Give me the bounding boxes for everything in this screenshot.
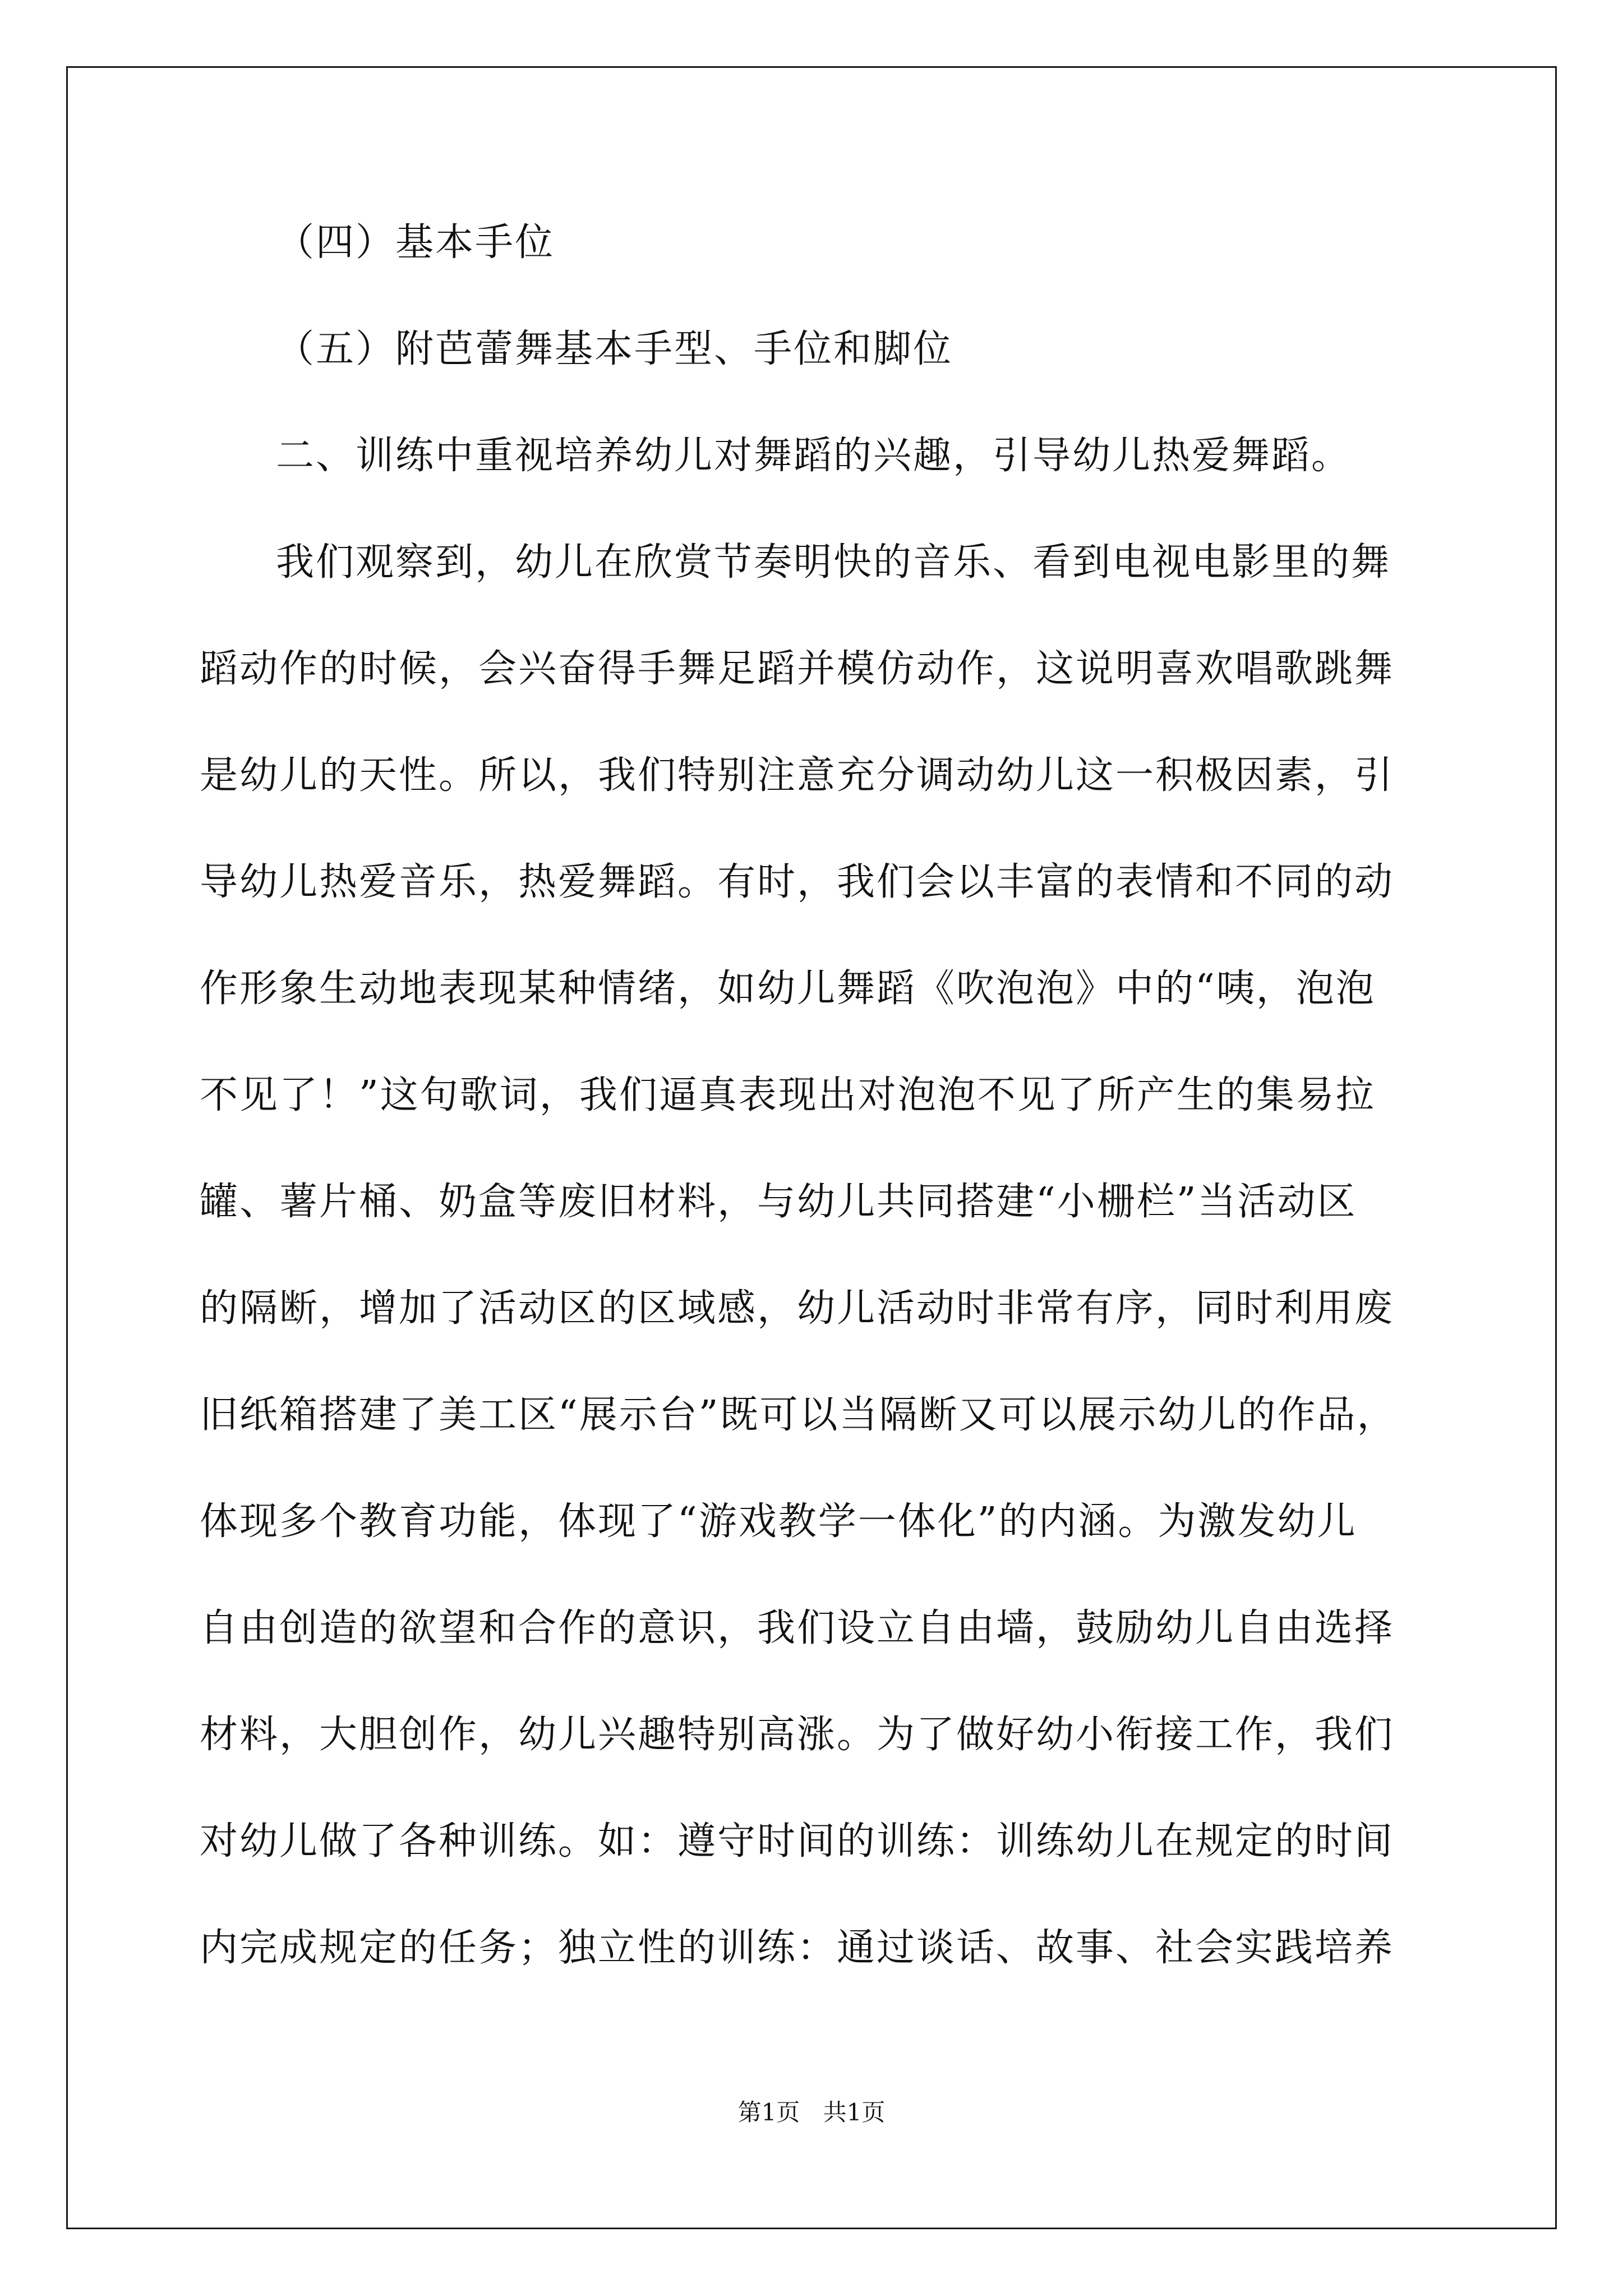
body-line: 旧纸箱搭建了美工区“展示台”既可以当隔断又可以展示幼儿的作品， [200,1393,1397,1437]
document-body [200,216,1433,2028]
page-footer [0,2097,1623,2128]
page-total: 共1页 [823,2099,886,2126]
heading-4: （四）基本手位 [276,220,555,265]
heading-5: （五）附芭蕾舞基本手型、手位和脚位 [276,327,953,371]
body-line: 内完成规定的任务；独立性的训练：通过谈话、故事、社会实践培养 [200,1926,1395,1970]
body-line: 我们观察到，幼儿在欣赏节奏明快的音乐、看到电视电影里的舞 [276,540,1391,585]
section-heading-2: 二、训练中重视培养幼儿对舞蹈的兴趣，引导幼儿热爱舞蹈。 [276,434,1352,478]
body-line: 对幼儿做了各种训练。如：遵守时间的训练：训练幼儿在规定的时间 [200,1819,1395,1864]
page-number: 第1页 [737,2099,800,2126]
body-line: 不见了！”这句歌词，我们逼真表现出对泡泡不见了所产生的集易拉 [200,1073,1376,1117]
body-line: 的隔断，增加了活动区的区域感，幼儿活动时非常有序，同时利用废 [200,1286,1395,1331]
body-line: 蹈动作的时候，会兴奋得手舞足蹈并模仿动作，这说明喜欢唱歌跳舞 [200,647,1395,691]
body-line: 自由创造的欲望和合作的意识，我们设立自由墙，鼓励幼儿自由选择 [200,1606,1395,1650]
body-line: 导幼儿热爱音乐，热爱舞蹈。有时，我们会以丰富的表情和不同的动 [200,860,1395,904]
body-line: 是幼儿的天性。所以，我们特别注意充分调动幼儿这一积极因素，引 [200,753,1395,798]
body-line: 作形象生动地表现某种情绪，如幼儿舞蹈《吹泡泡》中的“咦，泡泡 [200,967,1376,1011]
body-line: 罐、薯片桶、奶盒等废旧材料，与幼儿共同搭建“小栅栏”当活动区 [200,1180,1357,1224]
body-line: 体现多个教育功能，体现了“游戏教学一体化”的内涵。为激发幼儿 [200,1499,1357,1544]
body-line: 材料，大胆创作，幼儿兴趣特别高涨。为了做好幼小衔接工作，我们 [200,1713,1395,1757]
